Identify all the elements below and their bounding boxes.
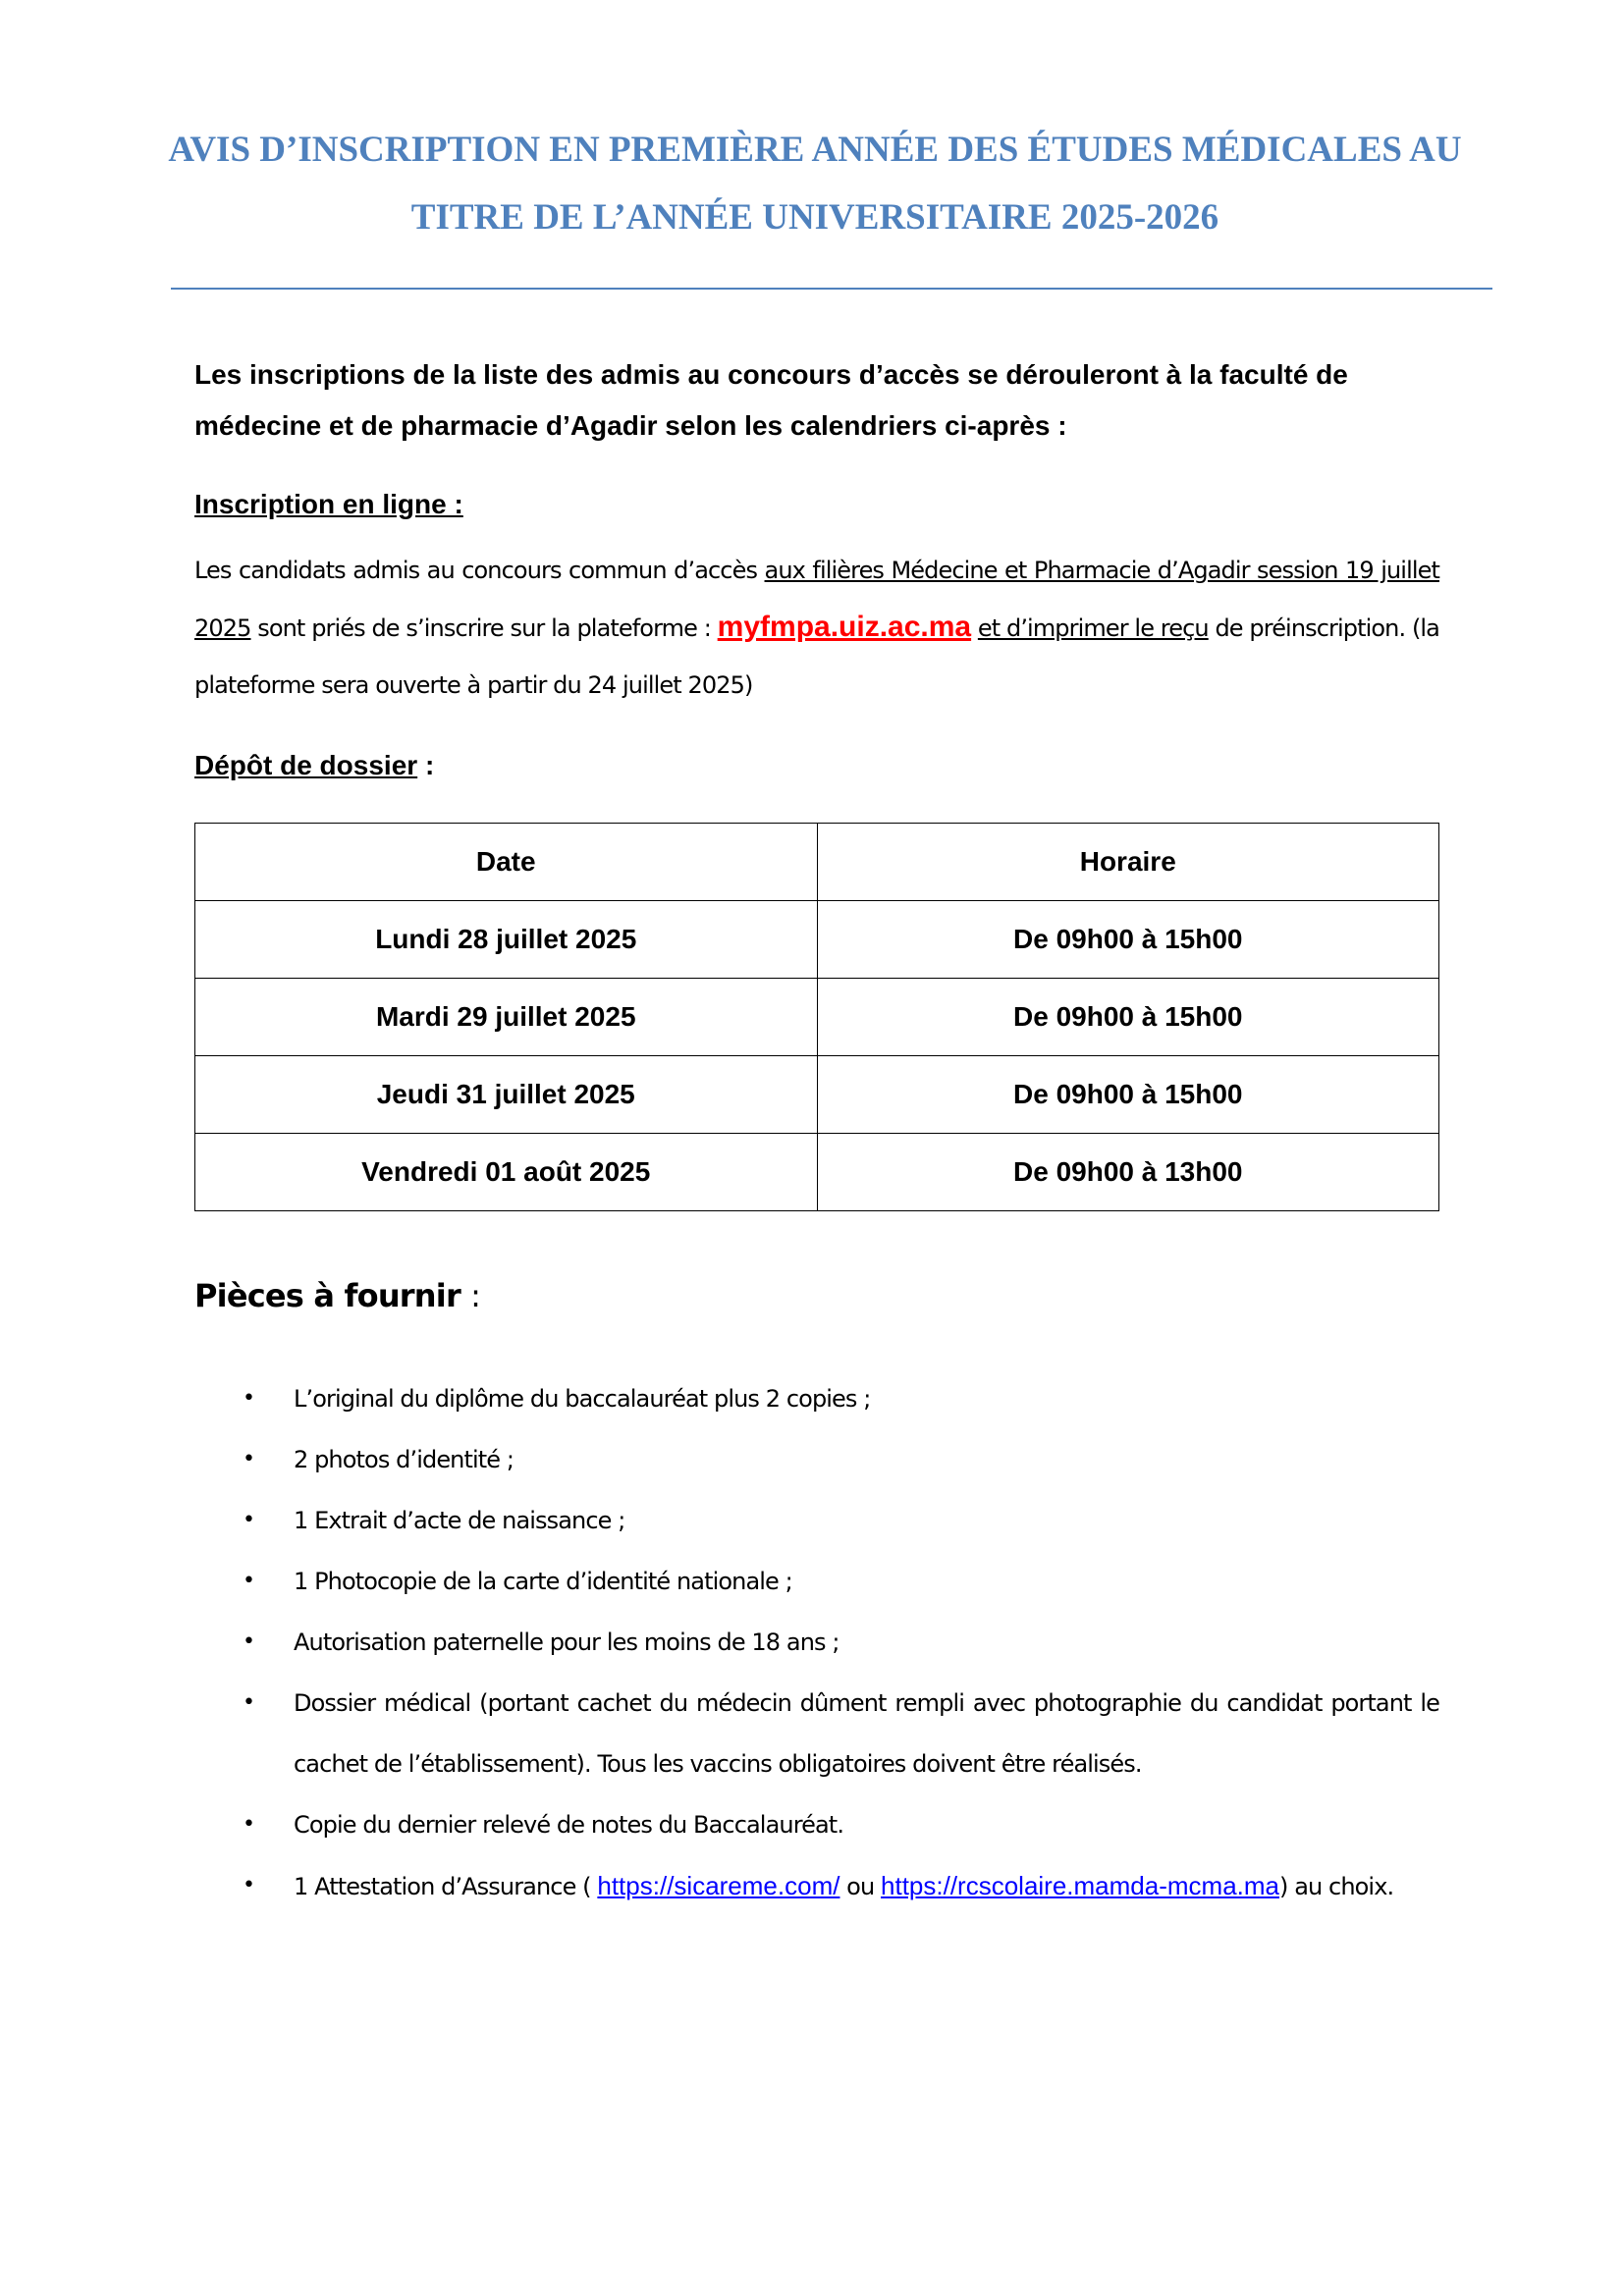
list-item-text: Dossier médical (portant cachet du médecin dûment rempli avec photographie du candidat portant le cachet de l’établissement). Tous les vaccins obligatoires doivent être réalisés. xyxy=(294,1689,1439,1778)
bullet-icon: • xyxy=(243,1629,255,1654)
online-text-start: Les candidats admis au concours commun d’accès xyxy=(194,557,765,584)
intro-paragraph: Les inscriptions de la liste des admis au concours d’accès se dérouleront à la faculté de médecine et de pharmacie d’Agadir selon les calendriers ci-après : xyxy=(194,359,1348,441)
bullet-icon: • xyxy=(243,1873,255,1897)
documents-required-heading-suffix: : xyxy=(460,1277,481,1314)
list-item xyxy=(194,1551,1439,1612)
bullet-icon: • xyxy=(243,1508,255,1532)
list-item-text: L’original du diplôme du baccalauréat plus 2 copies ; xyxy=(294,1385,871,1413)
online-text-mid: sont priés de s’inscrire sur la plateforme : xyxy=(250,614,718,642)
title-divider xyxy=(171,288,1492,290)
column-header-hours: Horaire xyxy=(817,824,1439,901)
insurance-middle: ou xyxy=(839,1873,882,1900)
list-item-text: 1 Photocopie de la carte d’identité nationale ; xyxy=(294,1568,792,1595)
file-deposit-heading-text: Dépôt de dossier xyxy=(194,750,418,780)
rcscolaire-link[interactable]: https://rcscolaire.mamda-mcma.ma xyxy=(881,1871,1279,1900)
row-hours: De 09h00 à 15h00 xyxy=(817,1056,1439,1134)
row-date: Vendredi 01 août 2025 xyxy=(195,1134,818,1211)
online-text-space xyxy=(971,614,978,642)
list-item xyxy=(194,1368,1439,1429)
online-text-end: de préinscription. (la plateforme sera ouverte à partir du 24 juillet 2025) xyxy=(194,614,1439,699)
column-header-date: Date xyxy=(195,824,818,901)
documents-list xyxy=(194,1368,1439,1917)
list-item xyxy=(194,1612,1439,1673)
deposit-schedule-table xyxy=(194,823,1439,1211)
file-deposit-heading-suffix: : xyxy=(417,750,435,780)
list-item xyxy=(194,1429,1439,1490)
list-item-text: 2 photos d’identité ; xyxy=(294,1446,514,1473)
bullet-icon: • xyxy=(243,1569,255,1593)
list-item-text: 1 Extrait d’acte de naissance ; xyxy=(294,1507,625,1534)
sicareme-link[interactable]: https://sicareme.com/ xyxy=(597,1871,840,1900)
row-date: Lundi 28 juillet 2025 xyxy=(195,901,818,979)
row-date: Mardi 29 juillet 2025 xyxy=(195,979,818,1056)
list-item-insurance xyxy=(194,1855,1439,1917)
bullet-icon: • xyxy=(243,1386,255,1411)
table-row xyxy=(195,979,1439,1056)
list-item xyxy=(194,1673,1439,1794)
online-text-underlined-2: et d’imprimer le reçu xyxy=(977,614,1209,642)
documents-required-heading xyxy=(194,1272,481,1319)
list-item-text: Copie du dernier relevé de notes du Baccalauréat. xyxy=(294,1811,844,1839)
insurance-suffix: ) au choix. xyxy=(1279,1873,1394,1900)
bullet-icon: • xyxy=(243,1447,255,1471)
list-item xyxy=(194,1794,1439,1855)
bullet-icon: • xyxy=(243,1812,255,1837)
row-hours: De 09h00 à 13h00 xyxy=(817,1134,1439,1211)
online-registration-heading xyxy=(194,487,463,522)
page-title-line-2: TITRE DE L’ANNÉE UNIVERSITAIRE 2025-2026 xyxy=(410,197,1219,238)
online-registration-heading-text: Inscription en ligne : xyxy=(194,489,463,519)
page-title-line-1: AVIS D’INSCRIPTION EN PREMIÈRE ANNÉE DES ÉTUDES MÉDICALES AU xyxy=(168,130,1462,170)
bullet-icon: • xyxy=(243,1690,255,1715)
documents-required-heading-text: Pièces à fournir xyxy=(194,1277,460,1314)
page-title xyxy=(157,116,1473,251)
platform-link[interactable]: myfmpa.uiz.ac.ma xyxy=(717,611,972,643)
online-registration-paragraph xyxy=(194,542,1439,714)
row-date: Jeudi 31 juillet 2025 xyxy=(195,1056,818,1134)
row-hours: De 09h00 à 15h00 xyxy=(817,979,1439,1056)
list-item xyxy=(194,1490,1439,1551)
table-row xyxy=(195,901,1439,979)
list-item-text: Autorisation paternelle pour les moins de 18 ans ; xyxy=(294,1629,839,1656)
file-deposit-heading xyxy=(194,748,434,783)
row-hours: De 09h00 à 15h00 xyxy=(817,901,1439,979)
online-text-underlined: aux filières Médecine et Pharmacie d’Agadir session 19 juillet 2025 xyxy=(194,557,1439,642)
table-row xyxy=(195,1056,1439,1134)
table-header-row xyxy=(195,824,1439,901)
table-row xyxy=(195,1134,1439,1211)
insurance-prefix: 1 Attestation d’Assurance ( xyxy=(294,1873,598,1900)
